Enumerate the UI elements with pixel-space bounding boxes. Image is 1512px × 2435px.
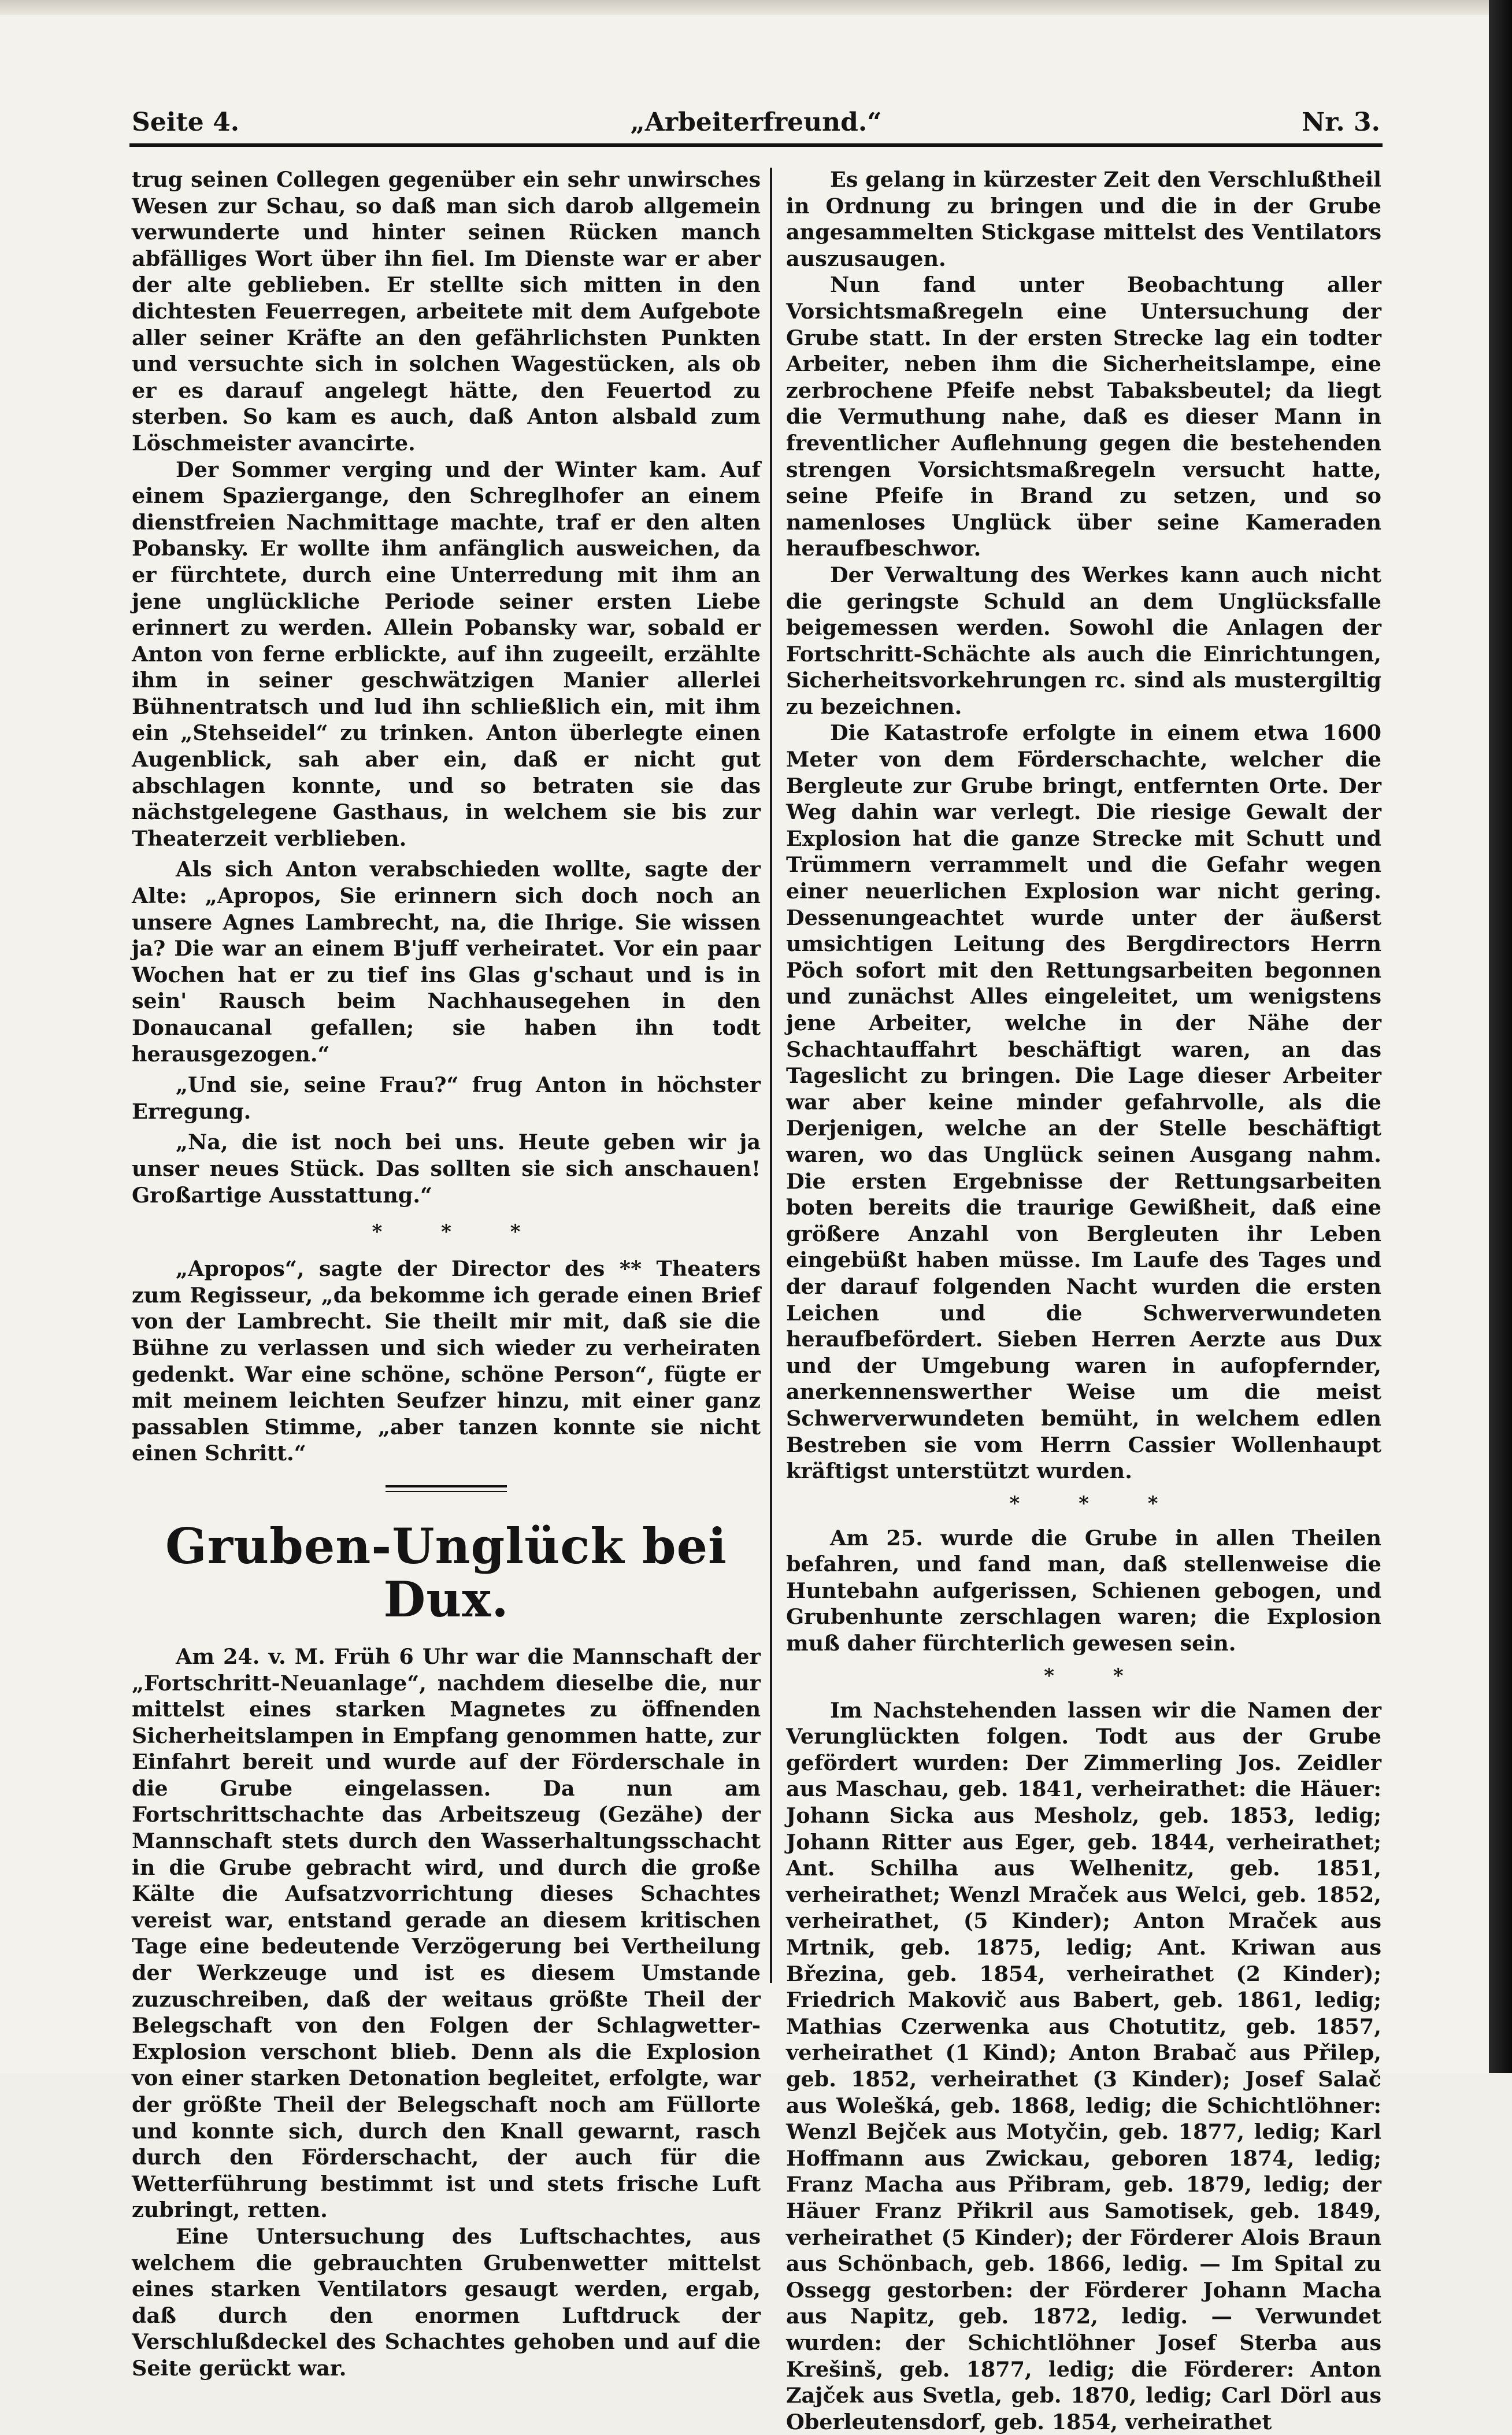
story-paragraph: „Na, die ist noch bei uns. Heute geben wir ja unser neues Stück. Das sollten sie sich anschauen! Großartige Ausstattung.“ — [132, 1130, 761, 1208]
story-paragraph: Der Sommer verging und der Winter kam. Auf einem Spaziergange, den Schreglhofer an einem dienstfreien Nachmittage machte, traf er den alten Pobansky. Er wollte ihm anfänglich ausweichen, da er fürchtete, durch eine Unterredung mit ihm an jene unglückliche Periode seiner ersten Liebe erinnert zu werden. Allein Pobansky war, sobald er Anton von ferne erblickte, auf ihn zugeeilt, erzählte ihm in seiner geschwätzigen Manier allerlei Bühnentratsch und lud ihn schließlich ein, mit ihm ein „Stehseidel“ zu trinken. Anton überlegte einen Augenblick, sah aber ein, daß er nicht gut abschlagen konnte, und so betraten sie das nächstgelegene Gasthaus, in welchem sie bis zur Theaterzeit verblieben. — [132, 457, 761, 851]
running-head — [132, 108, 1380, 154]
article-separator — [386, 1485, 507, 1492]
article-paragraph: Eine Untersuchung des Luftschachtes, aus welchem die gebrauchten Grubenwetter mittelst eines starken Ventilators gesaugt werden, ergab, daß durch den enormen Luftdruck der Verschlußdeckel des Schachtes gehoben und auf die Seite gerückt war. — [132, 2223, 761, 2381]
right-column — [786, 166, 1381, 2434]
article-paragraph: Nun fand unter Beobachtung aller Vorsichtsmaßregeln eine Untersuchung der Grube statt. In der ersten Strecke lag ein todter Arbeiter, neben ihm die Sicherheitslampe, eine zerbrochene Pfeife nebst Tabaksbeutel; da liegt die Vermuthung nahe, daß es dieser Mann in freventlicher Auflehnung gegen die bestehenden strengen Vorsichtsmaßregeln versucht hatte, seine Pfeife in Brand zu setzen, und so namenloses Unglück über seine Kameraden heraufbeschwor. — [786, 272, 1381, 561]
article-headline: Gruben-Unglück bei Dux. — [165, 1517, 727, 1628]
section-stars: * * — [1044, 1664, 1124, 1688]
page-number: Seite 4. — [132, 108, 240, 137]
left-column — [132, 166, 761, 2381]
issue-number: Nr. 3. — [1302, 108, 1380, 137]
newspaper-title: „Arbeiterfreund.“ — [630, 108, 882, 137]
victims-list: Im Nachstehenden lassen wir die Namen der Verunglückten folgen. Todt aus der Grube gefördert wurden: Der Zimmerling Jos. Zeidler aus Maschau, geb. 1841, verheirathet: die Häuer: Johann Sicka aus Mesholz, geb. 1853, ledig; Johann Ritter aus Eger, geb. 1844, verheirathet; Ant. Schilha aus Welhenitz, geb. 1851, verheirathet; Wenzl Mraček aus Welci, geb. 1852, verheirathet, (5 Kinder); Anton Mraček aus Mrtnik, geb. 1875, ledig; Ant. Kriwan aus Březina, geb. 1854, verheirathet (2 Kinder); Friedrich Makovič aus Babert, geb. 1861, ledig; Mathias Czerwenka aus Chotutitz, geb. 1857, verheirathet (1 Kind); Anton Brabač aus Přilep, geb. 1852, verheirathet (3 Kinder); Josef Salač aus Wolešká, geb. 1868, ledig; die Schichtlöhner: Wenzl Bejček aus Motyčin, geb. 1877, ledig; Karl Hoffmann aus Zwickau, geboren 1874, ledig; Franz Macha aus Přibram, geb. 1879, ledig; der Häuer Franz Přikril aus Samotisek, geb. 1849, verheirathet (5 Kinder); der Förderer Alois Braun aus Schönbach, geb. 1866, ledig. — Im Spital zu Ossegg gestorben: der Förderer Johann Macha aus Napitz, geb. 1872, ledig. — Verwundet wurden: der Schichtlöhner Josef Sterba aus Krešinš, geb. 1877, ledig; die Förderer: Anton Zajček aus Svetla, geb. 1870, ledig; Carl Dörl aus Oberleutensdorf, geb. 1854, verheirathet — [786, 1697, 1381, 2434]
header-rule — [129, 143, 1383, 147]
article-paragraph: Am 24. v. M. Früh 6 Uhr war die Mannschaft der „Fortschritt-Neuanlage“, nachdem dieselbe die, nur mittelst eines starken Magnetes zu öffnenden Sicherheitslampen in Empfang genommen hatte, zur Einfahrt bereit und wurde auf der Förderschale in die Grube eingelassen. Da nun am Fortschrittschachte das Arbeitszeug (Gezähe) der Mannschaft stets durch den Wasserhaltungsschacht in die Grube gebracht wird, und durch die große Kälte die Aufsatzvorrichtung dieses Schachtes vereist war, entstand gerade an diesem kritischen Tage eine bedeutende Verzögerung bei Vertheilung der Werkzeuge und ist es diesem Umstande zuzuschreiben, daß der weitaus größte Theil der Belegschaft von den Folgen der Schlagwetter-Explosion verschont blieb. Denn als die Explosion von einer starken Detonation begleitet, erfolgte, war der größte Theil der Belegschaft noch am Füllorte und konnte sich, durch den Knall gewarnt, rasch durch den Förderschacht, der auch für die Wetterführung bestimmt ist und stets frische Luft zubringt, retten. — [132, 1644, 761, 2223]
section-stars: * * * — [372, 1220, 521, 1244]
article-paragraph: Die Katastrofe erfolgte in einem etwa 1600 Meter von dem Förderschachte, welcher die Bergleute zur Grube bringt, entfernten Orte. Der Weg dahin war verlegt. Die riesige Gewalt der Explosion hat die ganze Strecke mit Schutt und Trümmern verrammelt und die Gefahr wegen einer neuerlichen Explosion war nicht gering. Dessenungeachtet wurde unter der äußerst umsichtigen Leitung des Bergdirectors Herrn Pöch sofort mit den Rettungsarbeiten begonnen und zunächst Alles eingeleitet, um wenigstens jene Arbeiter, welche in der Nähe der Schachtauffahrt beschäftigt waren, an das Tageslicht zu bringen. Die Lage dieser Arbeiter war aber keine minder gefahrvolle, als die Derjenigen, welche an der Stelle beschäftigt waren, wo das Unglück seinen Ausgang nahm. Die ersten Ergebnisse der Rettungsarbeiten boten bereits die traurige Gewißheit, daß eine größere Anzahl von Bergleuten ihr Leben eingebüßt haben müsse. Im Laufe des Tages und der darauf folgenden Nacht wurden die ersten Leichen und die Schwerverwundeten heraufbefördert. Sieben Herren Aerzte aus Dux und der Umgebung waren in aufopfernder, anerkennenswerther Weise um die meist Schwerverwundeten bemüht, in welchem edlen Bestreben sie vom Herrn Cassier Wollenhaupt kräftigst unterstützt wurden. — [786, 720, 1381, 1484]
page-top-edge — [0, 0, 1512, 15]
story-paragraph: trug seinen Collegen gegenüber ein sehr unwirsches Wesen zur Schau, so daß man sich darob allgemein verwunderte und hinter seinen Rücken manch abfälliges Wort über ihn fiel. Im Dienste war er aber der alte geblieben. Er stellte sich mitten in den dichtesten Feuerregen, arbeitete mit dem Aufgebote aller seiner Kräfte an den gefährlichsten Punkten und versuchte sich in solchen Wagestücken, als ob er es darauf angelegt hätte, den Feuertod zu sterben. So kam es auch, daß Anton alsbald zum Löschmeister avancirte. — [132, 167, 761, 456]
section-stars: * * * — [1009, 1492, 1158, 1515]
story-paragraph: „Und sie, seine Frau?“ frug Anton in höchster Erregung. — [132, 1072, 761, 1124]
scan-dark-margin — [1489, 0, 1512, 2073]
story-epilogue: „Apropos“, sagte der Director des ** Theaters zum Regisseur, „da bekomme ich gerade einen Brief von der Lambrecht. Sie theilt mir mit, daß sie die Bühne zu verlassen und sich wieder zu verheiraten gedenkt. War eine schöne, schöne Person“, fügte er mit meinem leichten Seufzer hinzu, mit einer ganz passablen Stimme, „aber tanzen konnte sie nicht einen Schritt.“ — [132, 1256, 761, 1466]
article-paragraph: Am 25. wurde die Grube in allen Theilen befahren, und fand man, daß stellenweise die Huntebahn aufgerissen, Schienen gebogen, und Grubenhunte zerschlagen waren; die Explosion muß daher fürchterlich gewesen sein. — [786, 1525, 1381, 1656]
story-paragraph: Als sich Anton verabschieden wollte, sagte der Alte: „Apropos, Sie erinnern sich doch noch an unsere Agnes Lambrecht, na, die Ihrige. Sie wissen ja? Die war an einem B'juff verheiratet. Vor ein paar Wochen hat er zu tief ins Glas g'schaut und is in sein' Rausch beim Nachhausegehen in den Donaucanal gefallen; sie haben ihn todt herausgezogen.“ — [132, 857, 761, 1067]
column-divider — [770, 168, 772, 1983]
article-paragraph: Es gelang in kürzester Zeit den Verschlußtheil in Ordnung zu bringen und die in der Grube angesammelten Stickgase mittelst des Ventilators auszusaugen. — [786, 167, 1381, 271]
article-paragraph: Der Verwaltung des Werkes kann auch nicht die geringste Schuld an dem Unglücksfalle beigemessen werden. Sowohl die Anlagen der Fortschritt-Schächte als auch die Einrichtungen, Sicherheitsvorkehrungen rc. sind als mustergiltig zu bezeichnen. — [786, 562, 1381, 719]
